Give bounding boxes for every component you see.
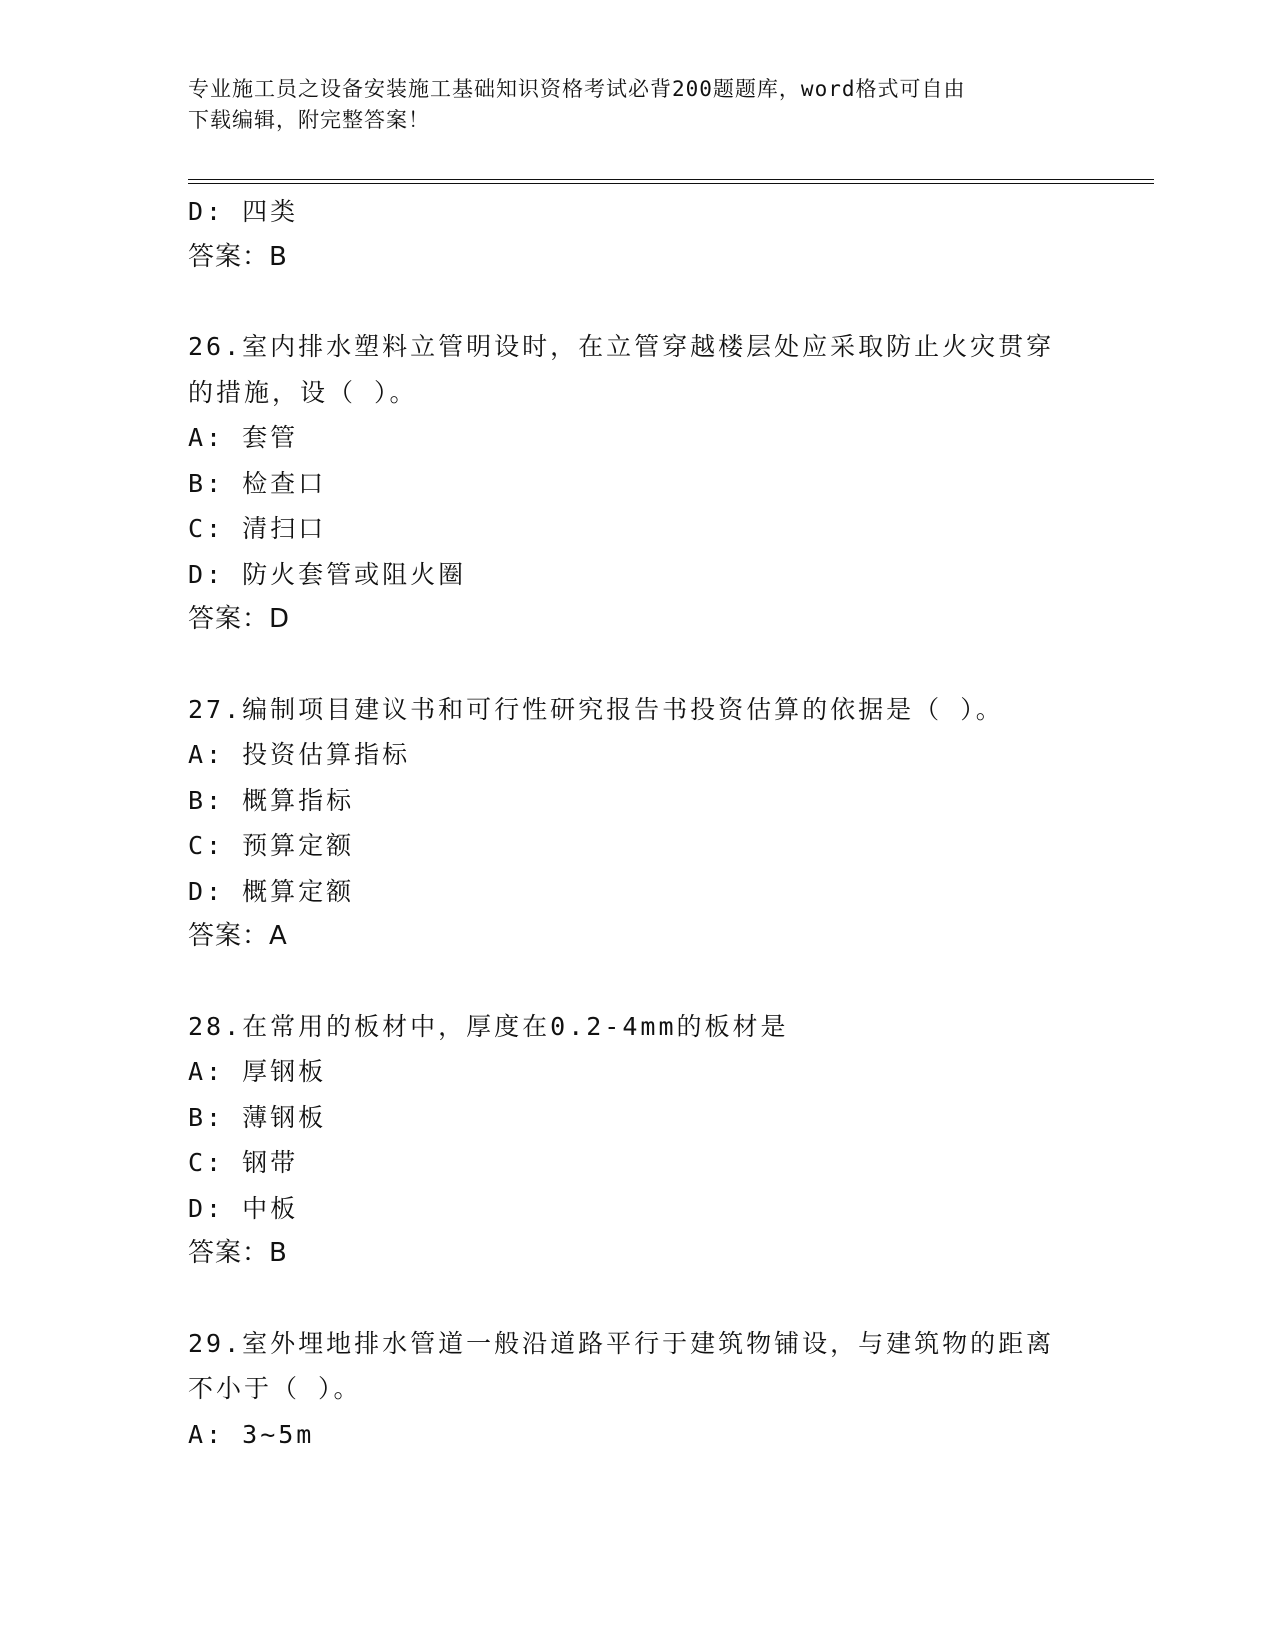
question-28: [188, 1004, 1108, 1277]
header-title-line-1: 专业施工员之设备安装施工基础知识资格考试必背200题题库，word格式可自由: [188, 77, 966, 101]
question-text: 的措施，设（ ）。: [188, 377, 418, 407]
spacer: [188, 960, 1108, 1004]
spacer: [188, 1277, 1108, 1321]
option-b: B: 检查口: [188, 468, 327, 498]
option-a: A: 投资估算指标: [188, 740, 411, 769]
question-29: [188, 1321, 1108, 1458]
option-d: D: 防火套管或阻火圈: [188, 559, 467, 589]
option-c: C: 钢带: [188, 1148, 299, 1177]
prev-option-d: D: 四类: [188, 197, 299, 226]
header-title-line-2: 下载编辑，附完整答案！: [188, 108, 430, 132]
option-a: A: 3~5m: [188, 1419, 315, 1449]
option-c: C: 预算定额: [188, 831, 355, 860]
question-content: [188, 189, 1108, 1457]
question-26: [188, 324, 1108, 643]
question-text: 27.编制项目建议书和可行性研究报告书投资估算的依据是（ ）。: [188, 694, 1004, 724]
question-27: [188, 687, 1108, 960]
option-b: B: 概算指标: [188, 785, 355, 815]
option-d: D: 概算定额: [188, 876, 355, 906]
option-a: A: 套管: [188, 423, 299, 452]
option-b: B: 薄钢板: [188, 1102, 327, 1132]
answer: 答案：B: [188, 1238, 288, 1268]
answer: 答案：A: [188, 921, 288, 951]
header-divider-top: [188, 179, 1154, 180]
document-header: [188, 74, 1068, 136]
prev-answer: 答案：B: [188, 241, 288, 272]
question-text: 不小于（ ）。: [188, 1374, 362, 1403]
spacer: [188, 643, 1108, 687]
option-d: D: 中板: [188, 1193, 299, 1223]
option-a: A: 厚钢板: [188, 1057, 327, 1086]
question-text: 29.室外埋地排水管道一般沿道路平行于建筑物铺设，与建筑物的距离: [188, 1328, 1055, 1358]
spacer: [188, 280, 1108, 324]
question-text: 26.室内排水塑料立管明设时，在立管穿越楼层处应采取防止火灾贯穿: [188, 332, 1055, 361]
question-text: 28.在常用的板材中，厚度在0.2-4mm的板材是: [188, 1011, 789, 1041]
answer: 答案：D: [188, 604, 291, 634]
header-divider-bottom: [188, 183, 1154, 184]
option-c: C: 清扫口: [188, 514, 327, 543]
